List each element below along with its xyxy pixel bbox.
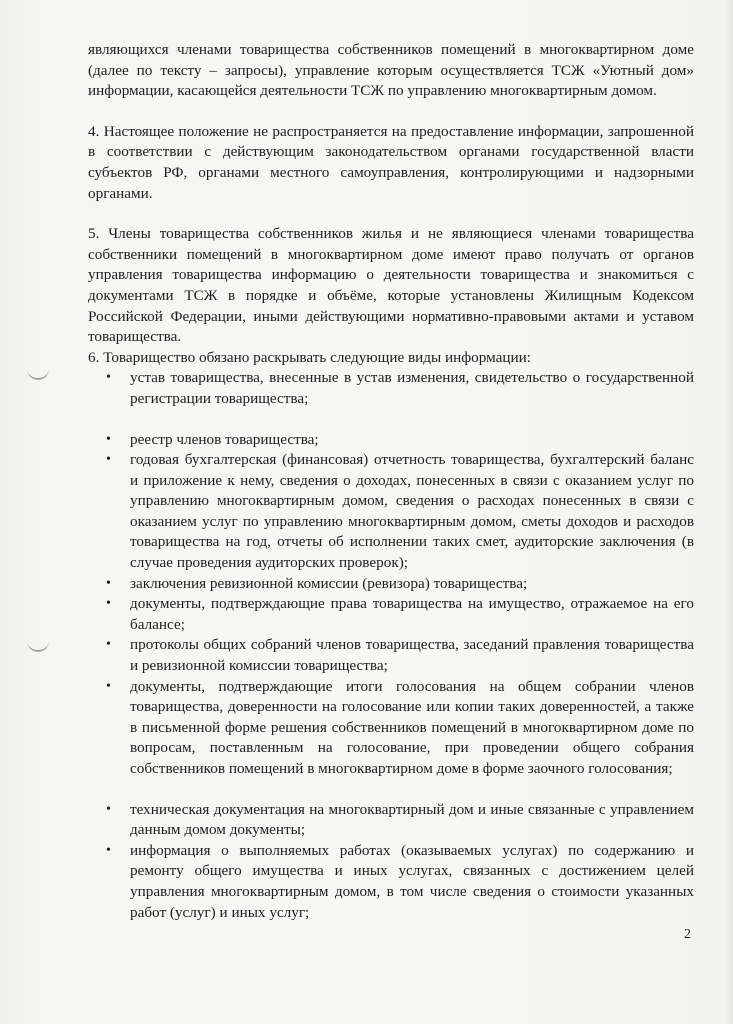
bullet-icon: • xyxy=(106,575,111,591)
list-item-text: техническая документация на многоквартирный дом и иные связанные с управлением данным домом документы; xyxy=(130,800,694,839)
list-item-text: информация о выполняемых работах (оказываемых услугах) по содержанию и ремонту общего имущества и иных услугах, связанных с достижением целей управления многоквартирным домом, в том числе сведения о стоимости указанных работ (услуг) и иных услуг; xyxy=(130,841,694,921)
list-item-text: устав товарищества, внесенные в устав изменения, свидетельство о государственной регистрации товарищества; xyxy=(130,369,694,407)
punch-hole-mark xyxy=(27,640,49,652)
bullet-icon: • xyxy=(106,801,111,817)
clause-5-paragraph: 5. Члены товарищества собственников жилья и не являющиеся членами товарищества собственники помещений в многоквартирном доме имеют право получать от органов управления товарищества информацию о деятельности товарищества и знакомиться с документами ТСЖ в порядке и объёме, которые установлены Жилищным Кодексом Российской Федерации, иными действующими нормативно-правовыми актами и уставом товарищества. xyxy=(88,225,694,346)
list-item xyxy=(88,635,694,676)
list-item-text: документы, подтверждающие права товарищества на имущество, отражаемое на его балансе; xyxy=(130,595,694,633)
bullet-icon: • xyxy=(106,370,111,386)
list-item-text: реестр членов товарищества; xyxy=(130,430,319,448)
list-item xyxy=(88,574,694,595)
clause-6-intro: 6. Товарищество обязано раскрывать следующие виды информации: xyxy=(88,348,531,366)
list-item xyxy=(88,430,694,451)
list-item xyxy=(88,841,694,923)
list-item xyxy=(88,368,694,409)
punch-hole-mark xyxy=(27,368,49,380)
list-item-text: протоколы общих собраний членов товарищества, заседаний правления товарищества и ревизионной комиссии товарищества; xyxy=(130,636,694,675)
bullet-icon: • xyxy=(106,452,111,468)
bullet-icon: • xyxy=(106,596,111,612)
intro-continuation-paragraph: являющихся членами товарищества собственников помещений в многоквартирном доме (далее по тексту – запросы), управление которым осуществляется ТСЖ «Уютный дом» информации, касающейся деятельности ТСЖ по управлению многоквартирным домом. xyxy=(88,41,694,100)
list-item xyxy=(88,677,694,780)
list-item-text: документы, подтверждающие итоги голосования на общем собрании членов товарищества, доверенности на голосование или копии таких доверенностей, а также в письменной форме решения собственников помещений в многоквартирном доме по вопросам, поставленным на голосование, при проведении общего собрания собственников помещений в многоквартирном доме в форме заочного голосования; xyxy=(130,677,694,777)
scan-edge-shadow xyxy=(725,0,733,1024)
list-item-text: годовая бухгалтерская (финансовая) отчетность товарищества, бухгалтерский баланс и приложение к нему, сведения о доходах, понесенных в связи с оказанием услуг по управлению многоквартирным домом, сведения о расходах понесенных в связи с оказанием услуг по управлению многоквартирным домом, сметы доходов и расходов товарищества на год, отчеты об исполнении таких смет, аудиторские заключения (в случае проведения аудиторских проверок); xyxy=(130,451,694,572)
list-item xyxy=(88,800,694,841)
bullet-icon: • xyxy=(106,637,111,653)
page-number: 2 xyxy=(684,927,691,942)
list-item xyxy=(88,450,694,574)
bullet-icon: • xyxy=(106,842,111,858)
disclosure-list xyxy=(88,368,694,923)
document-body xyxy=(88,40,694,923)
clause-4-paragraph: 4. Настоящее положение не распространяется на предоставление информации, запрошенной в соответствии с действующим законодательством органами государственной власти субъектов РФ, органами местного самоуправления, контролирующими и надзорными органами. xyxy=(88,122,694,202)
bullet-icon: • xyxy=(106,678,111,694)
list-item-text: заключения ревизионной комиссии (ревизора) товарищества; xyxy=(130,574,528,592)
list-item xyxy=(88,594,694,635)
bullet-icon: • xyxy=(106,431,111,447)
